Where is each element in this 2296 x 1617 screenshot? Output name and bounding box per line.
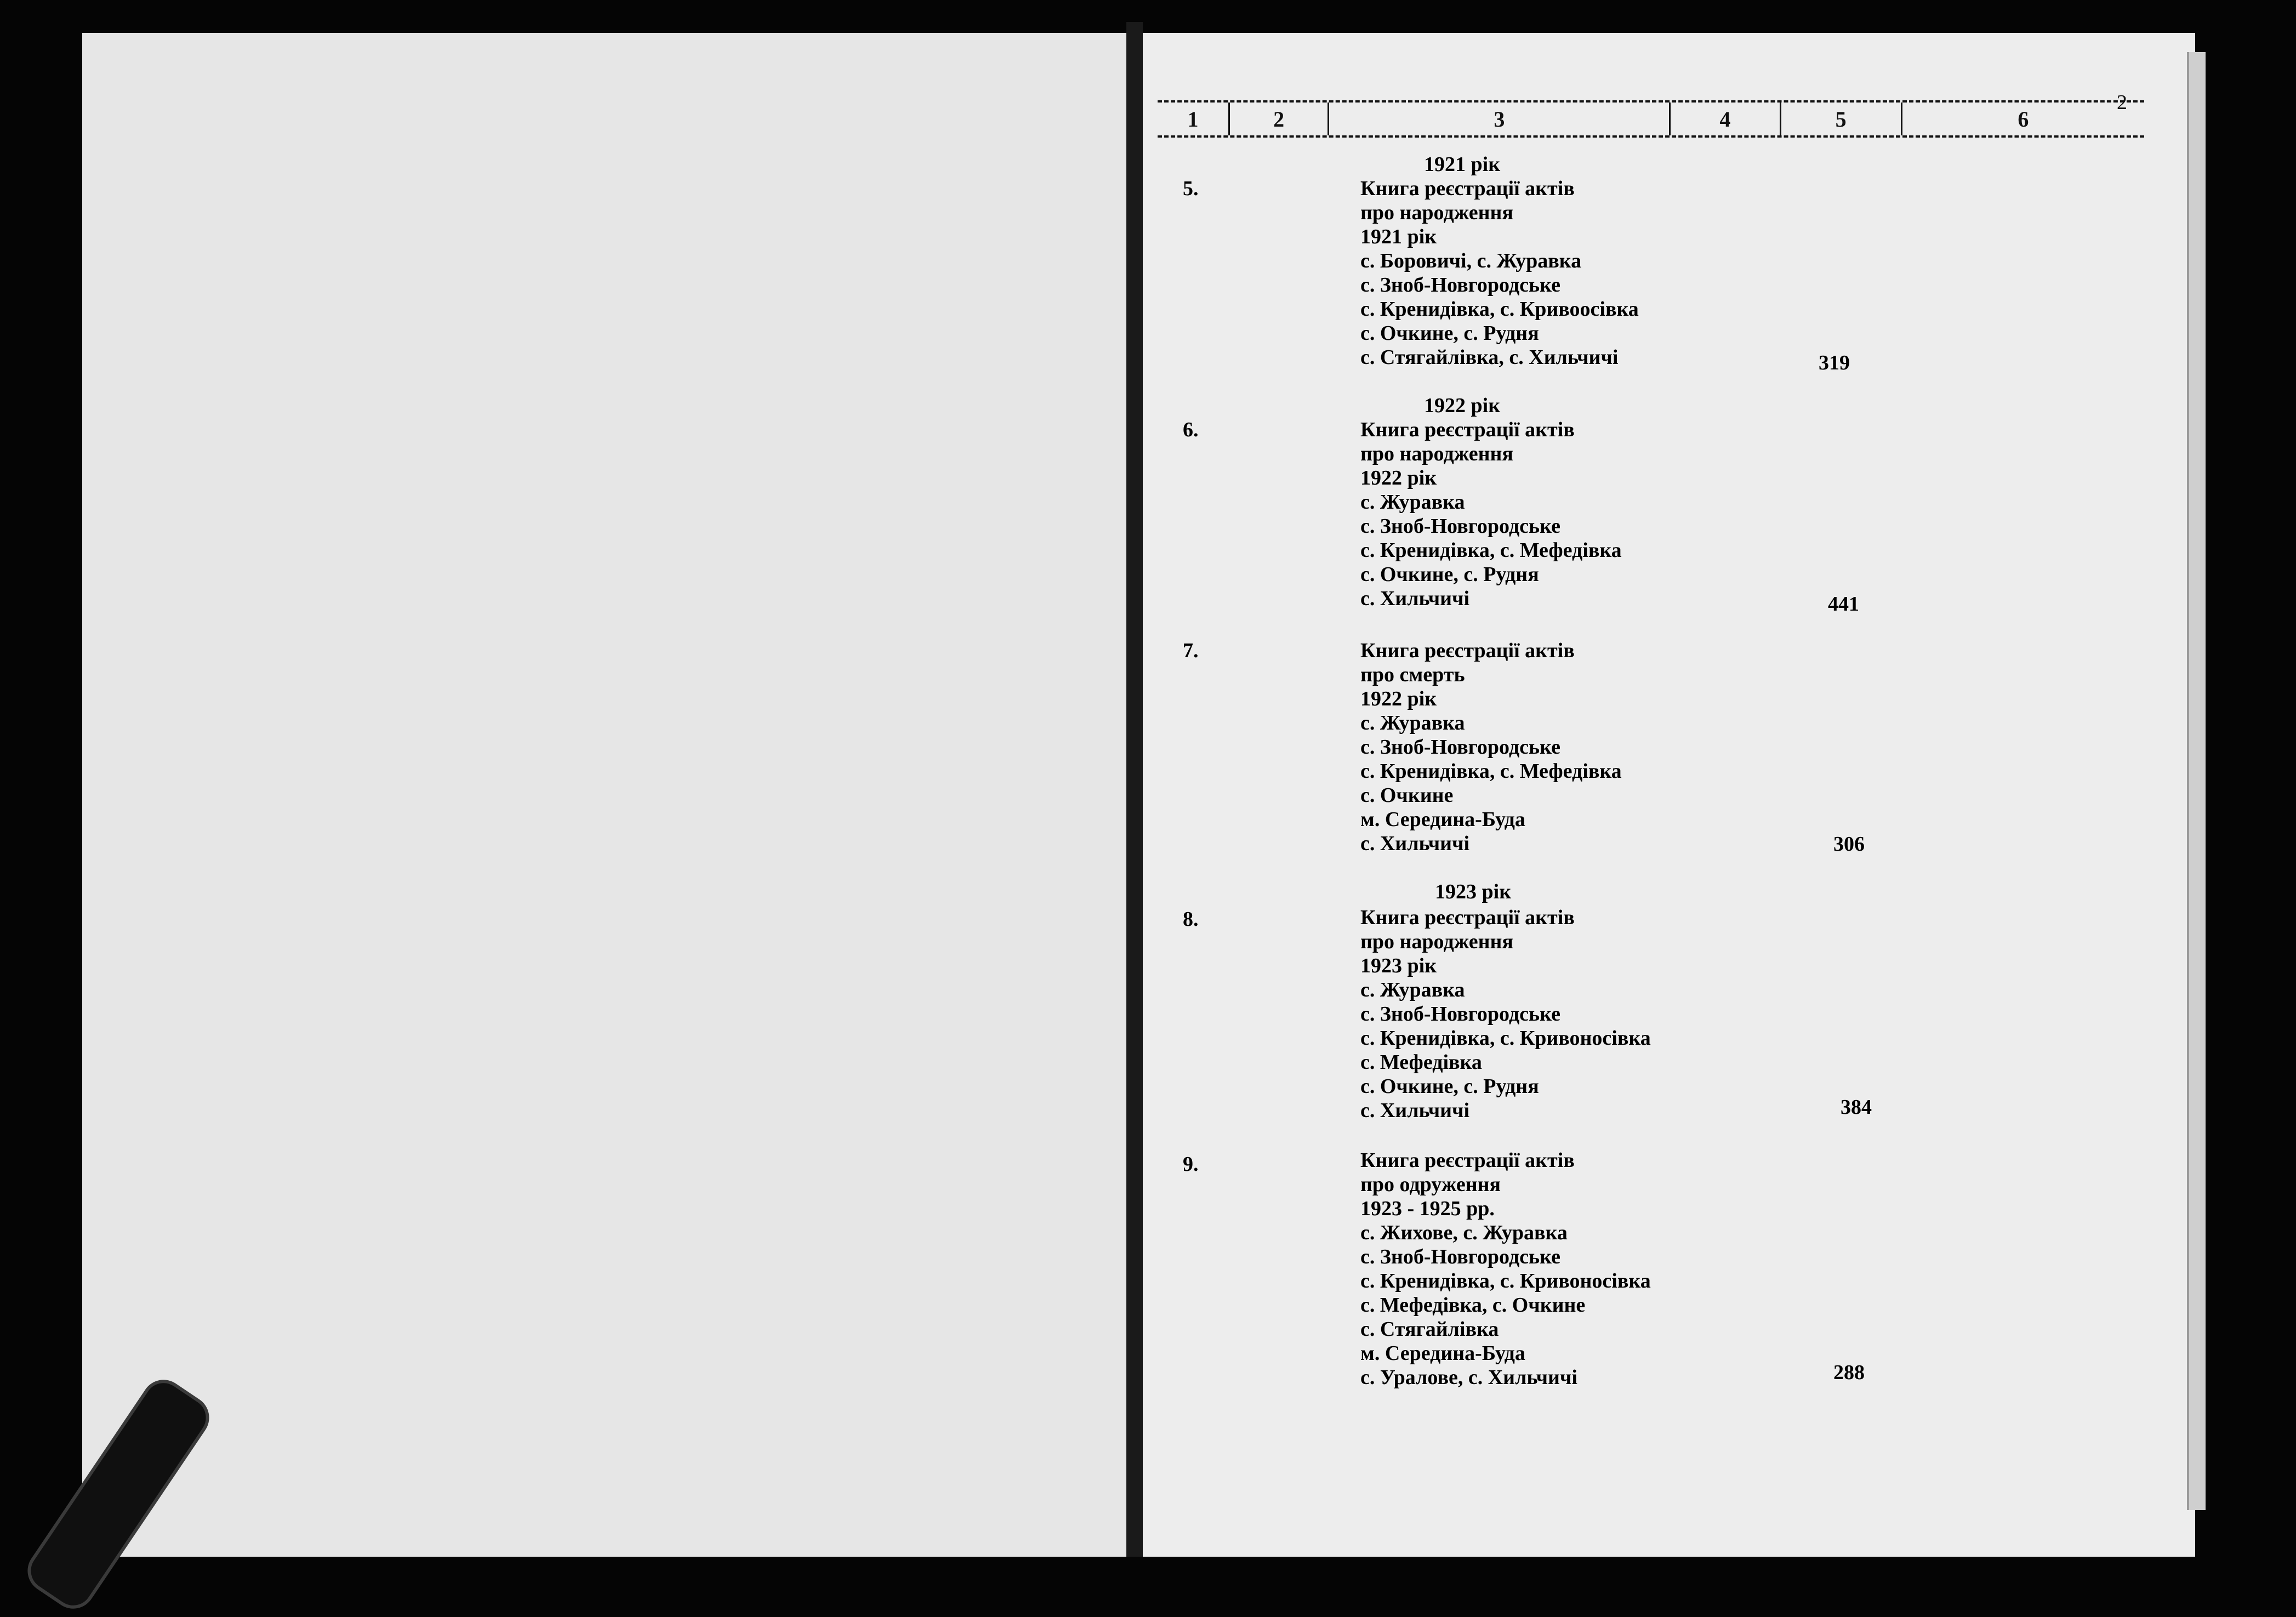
entry-line: с. Стягайлівка [1360,1318,1499,1341]
entry-line: с. Кренидівка, с. Мефедівка [1360,760,1622,783]
entry-line: с. Зноб-Новгородське [1360,736,1560,759]
header-col-1: 1 [1158,103,1230,135]
header-col-5: 5 [1781,103,1902,135]
entry-line: с. Зноб-Новгородське [1360,1003,1560,1026]
entry-line: Книга реєстрації актів [1360,639,1575,662]
entry-line: с. Очкине [1360,784,1454,807]
entry-number: 5. [1183,177,1199,200]
year-heading: 1923 рік [1435,880,1512,903]
entry-count: 306 [1833,833,1865,856]
entry-line: с. Журавка [1360,491,1465,514]
entry-line: про одруження [1360,1173,1501,1196]
right-page [1143,33,2195,1557]
entry-line: с. Хильчичі [1360,1099,1470,1122]
entry-line: с. Зноб-Новгородське [1360,515,1560,538]
entry-line: с. Кренидівка, с. Кривоосівка [1360,298,1639,321]
entry-line: с. Мефедівка [1360,1051,1482,1074]
entry-description [1360,176,1639,369]
entry-line: 1923 - 1925 рр. [1360,1197,1495,1220]
entry-line: про смерть [1360,663,1465,686]
entry-line: с. Журавка [1360,711,1465,735]
entry-number: 7. [1183,639,1199,662]
entry-line: 1922 рік [1360,466,1437,489]
entry-count: 441 [1828,593,1859,616]
entry-line: 1922 рік [1360,687,1437,710]
table-header-row [1158,100,2144,138]
book-spine [1126,22,1143,1557]
entry-line: Книга реєстрації актів [1360,906,1575,929]
entry-line: Книга реєстрації актів [1360,177,1575,200]
entry-line: с. Мефедівка, с. Очкине [1360,1294,1586,1317]
entry-line: с. Очкине, с. Рудня [1360,563,1539,586]
year-heading: 1921 рік [1424,153,1501,176]
page-edges [2187,52,2206,1510]
entry-line: с. Кренидівка, с. Мефедівка [1360,539,1622,562]
header-col-2: 2 [1230,103,1330,135]
entry-line: с. Стягайлівка, с. Хильчичі [1360,346,1619,369]
entry-line: с. Хильчичі [1360,832,1470,855]
entry-line: с. Боровичі, с. Журавка [1360,249,1582,272]
entry-count: 319 [1819,351,1850,374]
entry-line: с. Кренидівка, с. Кривоносівка [1360,1027,1651,1050]
entry-line: с. Зноб-Новгородське [1360,274,1560,297]
entry-number: 8. [1183,908,1199,931]
entry-line: с. Очкине, с. Рудня [1360,1075,1539,1098]
page-number: 2 [2117,91,2127,114]
entry-line: Книга реєстрації актів [1360,1149,1575,1172]
entry-description [1360,418,1622,611]
entry-number: 9. [1183,1153,1199,1176]
header-col-6: 6 [2018,106,2029,132]
entry-description [1360,906,1651,1123]
entry-line: с. Зноб-Новгородське [1360,1245,1560,1268]
entry-line: м. Середина-Буда [1360,1342,1525,1365]
entry-line: 1921 рік [1360,225,1437,248]
entry-description [1360,639,1622,856]
entry-line: про народження [1360,930,1513,953]
entry-count: 384 [1841,1096,1872,1119]
entry-line: про народження [1360,442,1513,465]
header-col-3: 3 [1329,103,1671,135]
entry-line: с. Жихове, с. Журавка [1360,1221,1568,1244]
entry-line: с. Кренидівка, с. Кривоносівка [1360,1269,1651,1293]
header-col-4: 4 [1671,103,1781,135]
entry-line: с. Очкине, с. Рудня [1360,322,1539,345]
entry-line: м. Середина-Буда [1360,808,1525,831]
entry-number: 6. [1183,418,1199,441]
left-page-blank [82,33,1126,1557]
year-heading: 1922 рік [1424,394,1501,417]
entry-line: 1923 рік [1360,954,1437,977]
entry-line: Книга реєстрації актів [1360,418,1575,441]
entry-line: про народження [1360,201,1513,224]
entry-line: с. Уралове, с. Хильчичі [1360,1366,1577,1389]
entry-line: с. Журавка [1360,978,1465,1001]
entry-line: с. Хильчичі [1360,587,1470,610]
entry-description [1360,1148,1651,1390]
entry-count: 288 [1833,1361,1865,1384]
